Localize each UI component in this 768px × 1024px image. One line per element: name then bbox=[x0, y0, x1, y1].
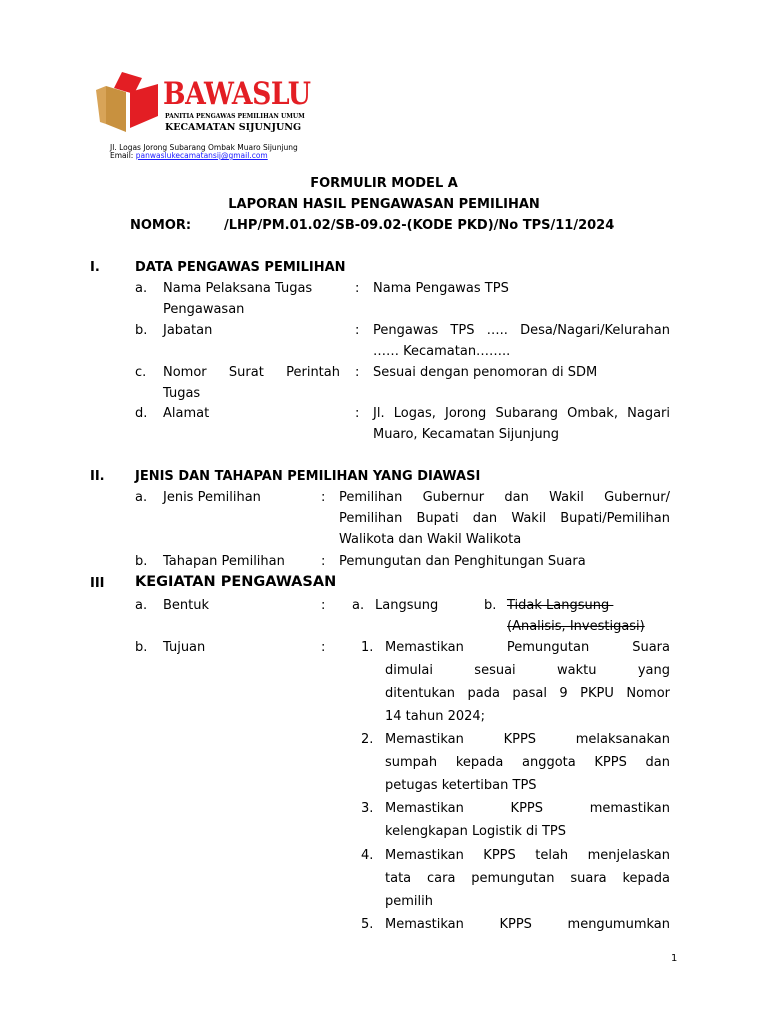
address-line: Jl. Logas Jorong Subarang Ombak Muaro Sijunjung bbox=[110, 143, 298, 152]
item-value: Pengawas TPS ….. Desa/Nagari/Kelurahan bbox=[373, 323, 670, 338]
item-colon: : bbox=[321, 554, 326, 569]
objective-text: ditentukan pada pasal 9 PKPU Nomor bbox=[385, 686, 670, 701]
org-subtitle: PANITIA PENGAWAS PEMILIHAN UMUM bbox=[165, 113, 305, 120]
item-letter: b. bbox=[135, 640, 148, 655]
item-colon: : bbox=[321, 490, 326, 505]
item-label-cont: Tugas bbox=[163, 386, 201, 401]
objective-text: dimulai sesuai waktu yang bbox=[385, 663, 670, 678]
objective-number: 1. bbox=[361, 640, 374, 655]
item-colon: : bbox=[355, 365, 360, 380]
item-colon: : bbox=[355, 323, 360, 338]
objective-text: petugas ketertiban TPS bbox=[385, 778, 537, 793]
section-3-heading: KEGIATAN PENGAWASAN bbox=[135, 574, 337, 590]
objective-text: Memastikan KPPS melaksanakan bbox=[385, 732, 670, 747]
item-label: Jenis Pemilihan bbox=[163, 490, 261, 505]
section-3-numeral: III bbox=[90, 576, 105, 591]
section-1-heading: DATA PENGAWAS PEMILIHAN bbox=[135, 260, 346, 275]
section-1-numeral: I. bbox=[90, 260, 100, 275]
email-label: Email: bbox=[110, 151, 134, 160]
report-title: LAPORAN HASIL PENGAWASAN PEMILIHAN bbox=[228, 197, 540, 212]
option-b-letter: b. bbox=[484, 598, 497, 613]
option-tidak-langsung: Tidak Langsung bbox=[507, 598, 614, 613]
item-label: Alamat bbox=[163, 406, 210, 421]
option-tidak-langsung-note: (Analisis, Investigasi) bbox=[507, 619, 645, 634]
item-value-cont: …… Kecamatan…….. bbox=[373, 344, 511, 359]
item-value: Pemungutan dan Penghitungan Suara bbox=[339, 554, 586, 569]
nomor-value: /LHP/PM.01.02/SB-09.02-(KODE PKD)/No TPS/11/2024 bbox=[224, 218, 615, 233]
bawaslu-logo-icon bbox=[96, 72, 160, 138]
section-2-heading: JENIS DAN TAHAPAN PEMILIHAN YANG DIAWASI bbox=[135, 469, 481, 484]
page-number: 1 bbox=[671, 953, 678, 964]
item-value: Pemilihan Gubernur dan Wakil Gubernur/ bbox=[339, 490, 670, 505]
objective-text: Memastikan KPPS telah menjelaskan bbox=[385, 848, 670, 863]
item-label: Nama Pelaksana Tugas bbox=[163, 281, 313, 296]
objective-number: 3. bbox=[361, 801, 374, 816]
item-value-cont: Pemilihan Bupati dan Wakil Bupati/Pemilihan bbox=[339, 511, 670, 526]
objective-text: tata cara pemungutan suara kepada bbox=[385, 871, 670, 886]
item-label: Tujuan bbox=[163, 640, 206, 655]
item-label: Nomor Surat Perintah bbox=[163, 365, 340, 380]
item-colon: : bbox=[355, 406, 360, 421]
item-letter: c. bbox=[135, 365, 147, 380]
section-2-numeral: II. bbox=[90, 469, 105, 484]
objective-text: Memastikan KPPS memastikan bbox=[385, 801, 670, 816]
option-a-letter: a. bbox=[352, 598, 365, 613]
objective-text: kelengkapan Logistik di TPS bbox=[385, 824, 567, 839]
item-label: Jabatan bbox=[163, 323, 213, 338]
item-value: Sesuai dengan penomoran di SDM bbox=[373, 365, 598, 380]
email-line bbox=[110, 151, 268, 160]
item-value: Jl. Logas, Jorong Subarang Ombak, Nagari bbox=[373, 406, 670, 421]
item-letter: b. bbox=[135, 554, 148, 569]
item-label-cont: Pengawasan bbox=[163, 302, 245, 317]
org-name: BAWASLU bbox=[163, 76, 311, 112]
nomor-label: NOMOR: bbox=[130, 218, 192, 233]
email-link[interactable]: panwaslukecamatansij@gmail.com bbox=[135, 151, 268, 160]
objective-text: Memastikan KPPS mengumumkan bbox=[385, 917, 670, 932]
option-langsung: Langsung bbox=[375, 598, 439, 613]
item-colon: : bbox=[355, 281, 360, 296]
item-label: Bentuk bbox=[163, 598, 210, 613]
objective-text: Memastikan Pemungutan Suara bbox=[385, 640, 670, 655]
item-letter: d. bbox=[135, 406, 148, 421]
objective-number: 4. bbox=[361, 848, 374, 863]
item-value: Nama Pengawas TPS bbox=[373, 281, 509, 296]
item-colon: : bbox=[321, 598, 326, 613]
item-value-cont: Muaro, Kecamatan Sijunjung bbox=[373, 427, 560, 442]
item-letter: a. bbox=[135, 490, 148, 505]
item-value-cont: Walikota dan Wakil Walikota bbox=[339, 532, 522, 547]
item-label: Tahapan Pemilihan bbox=[163, 554, 285, 569]
form-title: FORMULIR MODEL A bbox=[310, 176, 458, 191]
item-letter: b. bbox=[135, 323, 148, 338]
item-letter: a. bbox=[135, 281, 148, 296]
objective-number: 2. bbox=[361, 732, 374, 747]
item-colon: : bbox=[321, 640, 326, 655]
objective-text: pemilih bbox=[385, 894, 433, 909]
objective-text: 14 tahun 2024; bbox=[385, 709, 486, 724]
objective-number: 5. bbox=[361, 917, 374, 932]
item-letter: a. bbox=[135, 598, 148, 613]
org-district: KECAMATAN SIJUNJUNG bbox=[165, 122, 302, 133]
objective-text: sumpah kepada anggota KPPS dan bbox=[385, 755, 670, 770]
